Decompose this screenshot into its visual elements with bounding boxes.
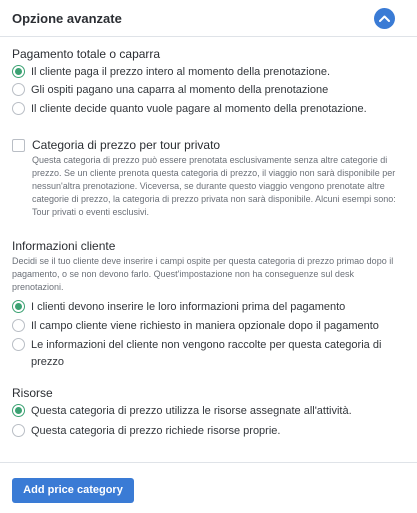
option-label: Gli ospiti pagano una caparra al momento della prenotazione [31,84,329,96]
radio-button[interactable] [12,424,25,437]
customer-info-help-text: Decidi se il tuo cliente deve inserire i campi ospite per questa categoria di prezzo primao dopo il pagamento, o se non devono farlo. Quest'impostazione non ha conseguenze sul desk prenotazioni. [12,256,394,292]
radio-button[interactable] [12,338,25,351]
panel-header[interactable] [0,0,417,37]
resources-section-title: Risorse [12,386,53,400]
option-label: Questa categoria di prezzo utilizza le risorse assegnate all'attività. [31,405,352,417]
radio-button[interactable] [12,102,25,115]
chevron-up-icon [379,15,390,22]
option-label: Le informazioni del cliente non vengono raccolte per questa categoria di prezzo [31,339,382,368]
option-label: I clienti devono inserire le loro informazioni prima del pagamento [31,301,346,313]
radio-button[interactable] [12,65,25,78]
add-price-category-button[interactable]: Add price category [12,478,134,503]
footer-divider [0,462,417,463]
option-label: Il campo cliente viene richiesto in maniera opzionale dopo il pagamento [31,320,379,332]
private-tour-label[interactable]: Categoria di prezzo per tour privato [32,138,221,152]
radio-button[interactable] [12,300,25,313]
option-label: Il cliente decide quanto vuole pagare al momento della prenotazione. [31,103,367,115]
radio-button[interactable] [12,404,25,417]
collapse-button[interactable] [374,8,395,29]
radio-button[interactable] [12,83,25,96]
option-label: Il cliente paga il prezzo intero al momento della prenotazione. [31,66,331,78]
customer-info-section-title: Informazioni cliente [12,239,116,253]
radio-button[interactable] [12,319,25,332]
private-tour-checkbox[interactable] [12,139,25,152]
private-tour-help-text: Questa categoria di prezzo può essere prenotata esclusivamente senza altre categorie di prezzo. Se un cliente prenota questa categoria di prezzo, il viaggio non sarà disponibile per nessun'altra prenotazione. Viceversa, se durante questo viaggio vengono prenotate altre categorie di prezzo, la categoria di prezzo privata non sarà disponibile. Alcuni esempi sono: Tour privati o eventi esclusivi. [32,155,396,217]
payment-section-title: Pagamento totale o caparra [12,47,161,61]
option-label: Questa categoria di prezzo richiede risorse proprie. [31,425,281,437]
panel-title: Opzione avanzate [12,11,122,26]
